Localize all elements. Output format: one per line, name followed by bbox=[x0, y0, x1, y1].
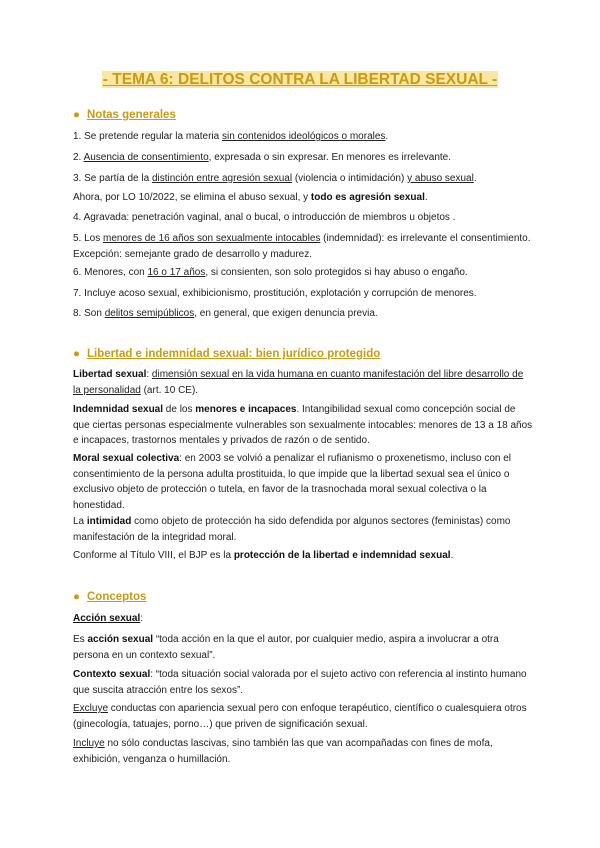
paragraph-contexto: Contexto sexual: “toda situación social valorada por el sujeto activo con referencia al instinto humano que suscita atracción entre los sexos”. bbox=[73, 669, 527, 696]
paragraph-2: 2. Ausencia de consentimiento, expresada o sin expresar. En menores es irrelevante. bbox=[73, 152, 452, 163]
section-heading-conceptos: ● Conceptos bbox=[73, 591, 147, 603]
bullet-icon: ● bbox=[73, 348, 80, 360]
paragraph-3-cont: Ahora, por LO 10/2022, se elimina el abuso sexual, y todo es agresión sexual. bbox=[73, 192, 428, 203]
paragraph-libertad: Libertad sexual: dimensión sexual en la vida humana en cuanto manifestación del libre desarrollo de la personalidad (art. 10 CE). bbox=[73, 369, 524, 396]
paragraph-moral: Moral sexual colectiva: en 2003 se volvió a penalizar el rufianismo o proxenetismo, incluso con el consentimiento de la persona adulta prostituida, lo que impide que la libertad sexual sea el único o exclusivo objeto de protección o tutela, en favor de la trasnochada moral sexual colectiva o la honestidad. bbox=[73, 453, 512, 511]
paragraph-1: 1. Se pretende regular la materia sin contenidos ideológicos o morales. bbox=[73, 131, 389, 142]
paragraph-conforme: Conforme al Título VIII, el BJP es la protección de la libertad e indemnidad sexual. bbox=[73, 550, 454, 561]
subheading-accion-sexual: Acción sexual: bbox=[73, 613, 144, 624]
paragraph-excluye: Excluye conductas con apariencia sexual pero con enfoque terapéutico, científico o cualesquiera otros (ginecología, tatuajes, porno…) que priven de significación sexual. bbox=[73, 703, 527, 730]
section-heading-bien-juridico: ● Libertad e indemnidad sexual: bien jurídico protegido bbox=[73, 348, 381, 360]
paragraph-3: 3. Se partía de la distinción entre agresión sexual (violencia o intimidación) y abuso sexual. bbox=[73, 173, 477, 184]
paragraph-7: 7. Incluye acoso sexual, exhibicionismo, prostitución, explotación y corrupción de menores. bbox=[73, 288, 477, 299]
paragraph-8: 8. Son delitos semipúblicos, en general, que exigen denuncia previa. bbox=[73, 308, 378, 319]
page-title: - TEMA 6: DELITOS CONTRA LA LIBERTAD SEXUAL - bbox=[102, 71, 498, 88]
paragraph-incluye: Incluye no sólo conductas lascivas, sino también las que van acompañadas con fines de mofa, exhibición, venganza o humillación. bbox=[73, 738, 493, 765]
paragraph-indemnidad: Indemnidad sexual de los menores e incapaces. Intangibilidad sexual como concepción social de que ciertas personas especialmente vulnerables son sexualmente intocables: menores de 13 a 18 años e incapaces, trastornos mentales y privados de razón o de sentido. bbox=[73, 404, 533, 446]
section-heading-notas: ● Notas generales bbox=[73, 109, 176, 121]
paragraph-4: 4. Agravada: penetración vaginal, anal o bucal, o introducción de miembros u objetos . bbox=[73, 212, 456, 223]
paragraph-intimidad: La intimidad como objeto de protección ha sido defendida por algunos sectores (feministas) como manifestación de la integridad moral. bbox=[73, 516, 511, 543]
bullet-icon: ● bbox=[73, 591, 80, 603]
paragraph-5: 5. Los menores de 16 años son sexualmente intocables (indemnidad): es irrelevante el consentimiento. Excepción: semejante grado de desarrollo y madurez. bbox=[73, 233, 531, 260]
paragraph-accion: Es acción sexual “toda acción en la que el autor, por cualquier medio, aspira a involucrar a otra persona en un contexto sexual”. bbox=[73, 634, 499, 661]
paragraph-6: 6. Menores, con 16 o 17 años, si consienten, son solo protegidos si hay abuso o engaño. bbox=[73, 267, 468, 278]
bullet-icon: ● bbox=[73, 109, 80, 121]
